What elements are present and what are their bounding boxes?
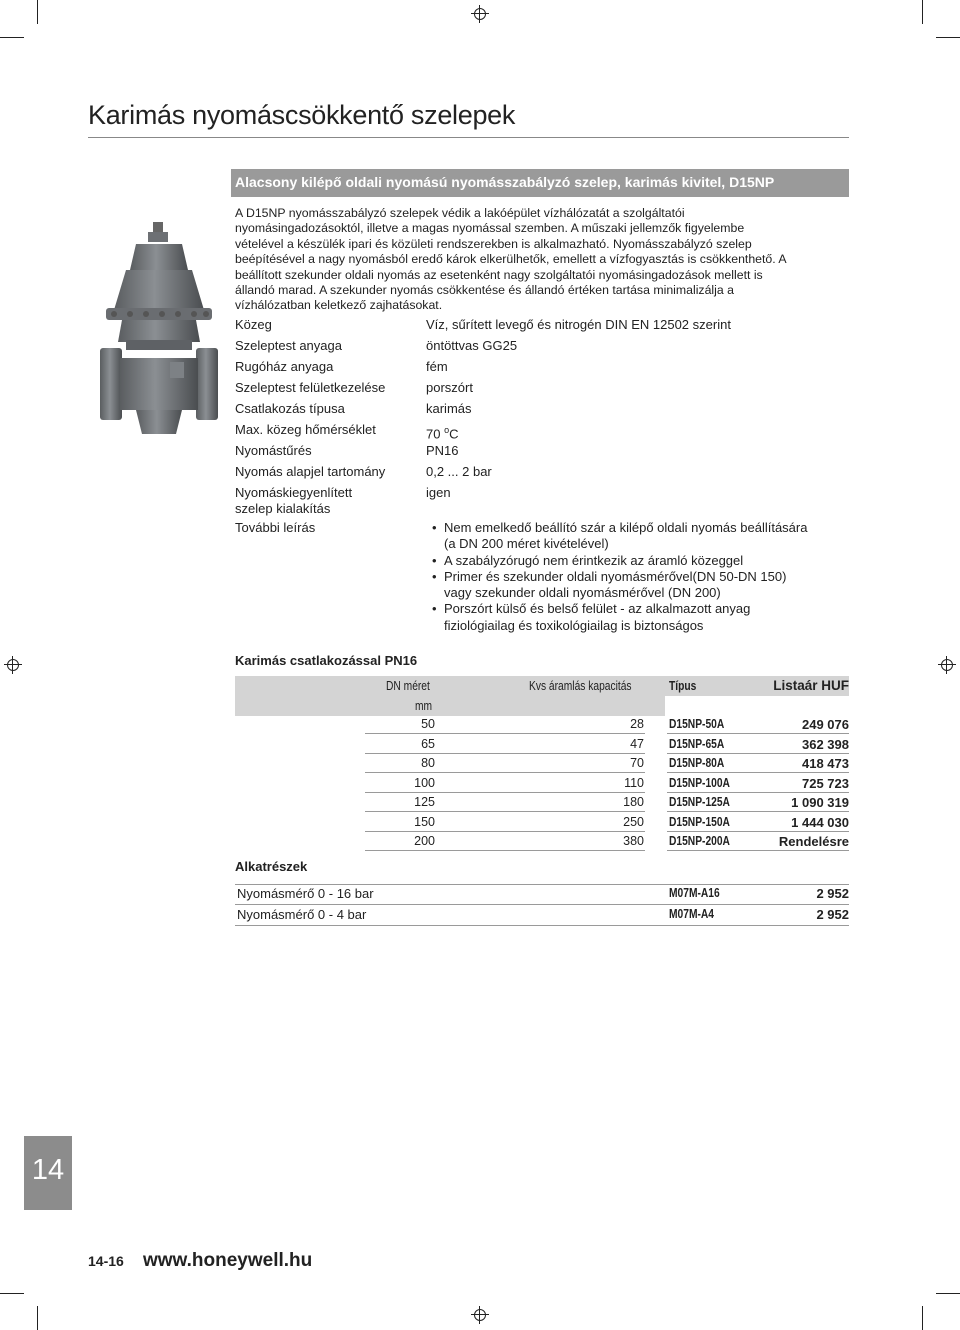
cell-dn: 125 — [414, 795, 435, 809]
row-divider — [365, 753, 645, 754]
column-header-price: Listaár HUF — [773, 678, 849, 693]
cell-dn: 65 — [421, 736, 435, 751]
section-banner — [231, 169, 849, 197]
spec-label: Szeleptest anyaga — [235, 338, 342, 353]
row-divider — [235, 904, 849, 905]
cell-dn: 100 — [414, 775, 435, 790]
banner-text: Alacsony kilépő oldali nyomású nyomásszabályzó szelep, karimás kivitel, D15NP — [235, 174, 775, 190]
column-header-type: Típus — [669, 679, 697, 693]
registration-mark-icon — [4, 656, 22, 674]
row-divider — [667, 831, 849, 832]
product-description: A D15NP nyomásszabályzó szelepek védik a lakóépület vízhálózatát a szolgáltatói nyomásingadozásoktól, illetve a magas nyomással szemben. A műszaki jellemzők figyelembe vételével a készülék ipari és közületi rendszerekben is alkalmazható. Nyomásszabályzó szelep beépítésével a nagy nyomásból eredő károk elkerülhetők, emellett a vízfogyasztás is csökkenthető. A beállított szekunder oldali nyomás az esetenként nagy szolgáltatói nyomásingadozások mellett is állandó marad. A szekunder nyomás csökkentése és állandó értéken tartása minimalizálja a vízhálózatban keletkező zajhatásokat. — [235, 206, 787, 313]
cell-price: 362 398 — [802, 736, 849, 752]
spec-label: Közeg — [235, 317, 272, 332]
row-divider — [667, 733, 849, 734]
part-name: Nyomásmérő 0 - 4 bar — [237, 907, 367, 922]
row-divider — [365, 792, 645, 793]
page-number: 14-16 — [88, 1253, 124, 1269]
row-divider — [667, 811, 849, 812]
list-item: • Porszórt külső és belső felület - az alkalmazott anyag fiziológiailag és toxikológiailag is biztonságos — [432, 601, 852, 634]
cell-dn: 80 — [421, 756, 435, 770]
cell-kvs: 28 — [630, 717, 644, 731]
website-link[interactable]: www.honeywell.hu — [143, 1250, 313, 1271]
row-divider — [667, 753, 849, 754]
row-divider — [365, 831, 645, 832]
page-title: Karimás nyomáscsökkentő szelepek — [88, 100, 516, 130]
spec-value: karimás — [426, 401, 472, 416]
cell-kvs: 380 — [623, 834, 644, 848]
valve-image — [96, 222, 222, 440]
row-divider — [667, 792, 849, 793]
row-divider — [235, 925, 849, 926]
table-header-row — [235, 696, 665, 716]
cell-price: Rendelésre — [778, 834, 849, 849]
row-divider — [365, 850, 645, 851]
cell-type: D15NP-150A — [669, 814, 730, 829]
cell-kvs: 47 — [630, 736, 644, 751]
spec-label: Nyomás alapjel tartomány — [235, 464, 386, 479]
cell-price: 249 076 — [802, 717, 849, 732]
spec-value: öntöttvas GG25 — [426, 338, 518, 353]
registration-mark-icon — [938, 656, 956, 674]
cell-type: D15NP-100A — [669, 775, 730, 790]
column-header-dn: DN méret — [386, 679, 430, 693]
part-name: Nyomásmérő 0 - 16 bar — [237, 886, 374, 901]
spec-value: fém — [426, 359, 448, 374]
part-type: M07M-A4 — [669, 907, 714, 921]
cell-dn: 150 — [414, 814, 435, 829]
spec-label: Szeleptest felületkezelése — [235, 380, 386, 395]
crop-mark — [922, 1306, 923, 1330]
spec-value: igen — [426, 485, 451, 500]
row-divider — [365, 811, 645, 812]
registration-mark-icon — [471, 5, 489, 23]
cell-type: D15NP-125A — [669, 795, 730, 809]
spec-value: porszórt — [426, 380, 473, 395]
row-divider — [235, 884, 849, 885]
column-header-unit: mm — [415, 699, 433, 713]
cell-dn: 200 — [414, 834, 435, 848]
row-divider — [365, 733, 645, 734]
feature-list — [432, 520, 852, 634]
cell-kvs: 110 — [624, 775, 644, 790]
spec-label: Max. közeg hőmérséklet — [235, 422, 376, 437]
part-price: 2 952 — [816, 907, 849, 922]
list-item: • A szabályzórugó nem érintkezik az áramló közeggel — [432, 553, 852, 569]
cell-type: D15NP-200A — [669, 834, 730, 848]
table-heading: Karimás csatlakozással PN16 — [235, 653, 418, 668]
crop-mark — [37, 1306, 38, 1330]
spec-value: Víz, sűrített levegő és nitrogén DIN EN 12502 szerint — [426, 317, 731, 332]
crop-mark — [922, 0, 923, 24]
spec-label: Rugóház anyaga — [235, 359, 334, 374]
parts-heading: Alkatrészek — [235, 859, 308, 874]
list-item: • Primer és szekunder oldali nyomásmérővel(DN 50-DN 150) vagy szekunder oldali nyomásmérővel (DN 200) — [432, 569, 852, 602]
crop-mark — [37, 0, 38, 24]
cell-price: 1 090 319 — [791, 795, 849, 810]
crop-mark — [936, 37, 960, 38]
cell-dn: 50 — [421, 717, 435, 731]
row-divider — [365, 772, 645, 773]
cell-price: 725 723 — [802, 775, 849, 791]
spec-label: További leírás — [235, 520, 316, 535]
part-type: M07M-A16 — [669, 886, 720, 900]
spec-label: Nyomáskiegyenlített szelep kialakítás — [235, 485, 353, 516]
chapter-tab: 14 — [24, 1136, 72, 1210]
cell-kvs: 70 — [630, 756, 644, 770]
spec-label: Csatlakozás típusa — [235, 401, 345, 416]
spec-value: 0,2 ... 2 bar — [426, 464, 492, 479]
part-price: 2 952 — [816, 886, 849, 901]
registration-mark-icon — [471, 1306, 489, 1324]
cell-kvs: 250 — [623, 814, 644, 829]
row-divider — [667, 850, 849, 851]
cell-type: D15NP-65A — [669, 736, 725, 751]
list-item: • Nem emelkedő beállító szár a kilépő oldali nyomás beállítására (a DN 200 méret kivételével) — [432, 520, 852, 553]
spec-label: Nyomástűrés — [235, 443, 312, 458]
column-header-kvs: Kvs áramlás kapacitás — [529, 679, 632, 693]
crop-mark — [0, 1293, 24, 1294]
cell-price: 418 473 — [802, 756, 849, 771]
cell-type: D15NP-50A — [669, 717, 725, 731]
spec-value-temperature: 70 $^o$C — [426, 425, 459, 442]
crop-mark — [936, 1293, 960, 1294]
cell-price: 1 444 030 — [791, 814, 849, 830]
row-divider — [667, 772, 849, 773]
cell-kvs: 180 — [623, 795, 644, 809]
title-divider — [88, 137, 849, 138]
spec-value: PN16 — [426, 443, 459, 458]
cell-type: D15NP-80A — [669, 756, 725, 770]
crop-mark — [0, 37, 24, 38]
